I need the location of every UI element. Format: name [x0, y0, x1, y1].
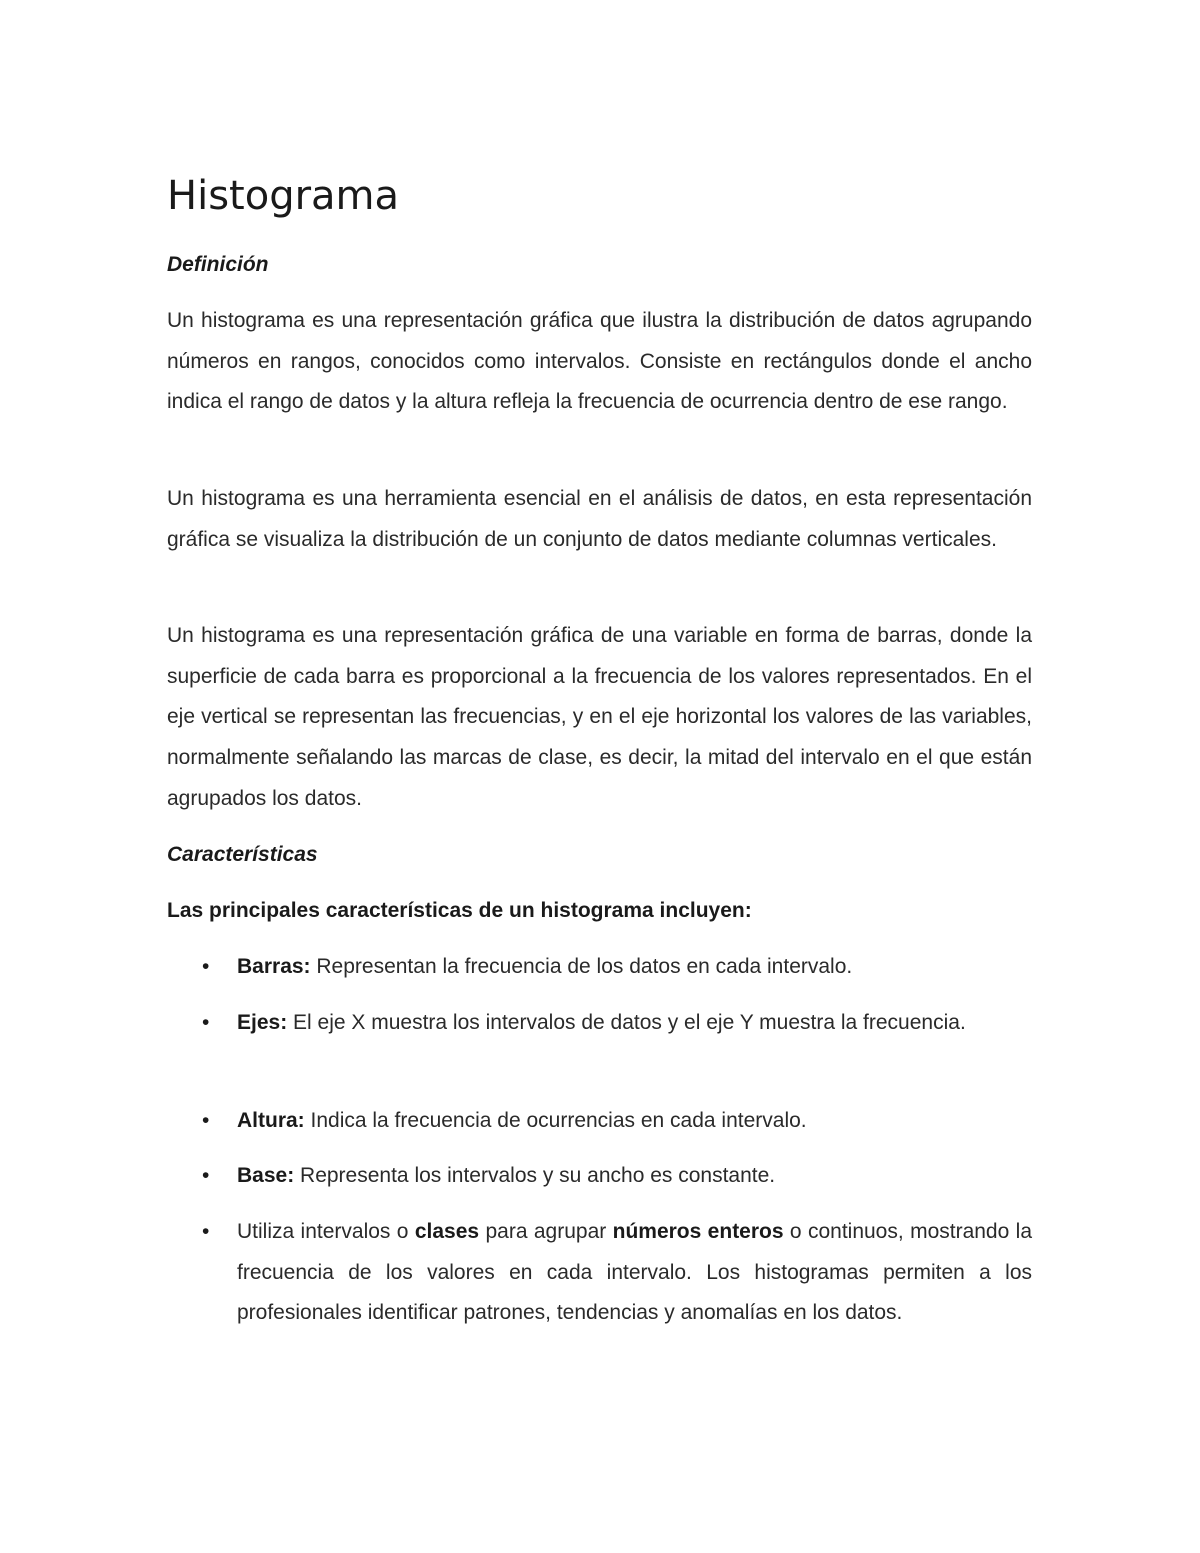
document-title: Histograma	[167, 173, 400, 219]
list-item-text-part: para agrupar	[479, 1220, 613, 1243]
characteristics-lead: Las principales características de un histograma incluyen:	[167, 899, 752, 922]
bullet-icon: •	[202, 1109, 210, 1132]
bullet-icon: •	[202, 1220, 210, 1243]
list-item-term: Ejes:	[237, 1011, 288, 1034]
list-item-description: Indica la frecuencia de ocurrencias en cada intervalo.	[304, 1109, 807, 1132]
characteristics-heading: Características	[167, 843, 318, 866]
list-item-text-part: o continuos, mostrando la frecuencia de los valores en cada intervalo. Los histogramas permiten a los profesionales identificar patrones, tendencias y anomalías en los datos.	[237, 1220, 1033, 1325]
list-item-text	[237, 1156, 1032, 1197]
list-item-description: Representa los intervalos y su ancho es constante.	[294, 1164, 776, 1187]
document-page	[167, 0, 1032, 1553]
definition-heading: Definición	[167, 253, 269, 276]
list-item-emphasis: números enteros	[612, 1220, 784, 1243]
list-item-text	[237, 1101, 1032, 1142]
bullet-icon: •	[202, 955, 210, 978]
list-item-term: Barras:	[237, 955, 311, 978]
definition-paragraph-2: Un histograma es una herramienta esencial en el análisis de datos, en esta representación gráfica se visualiza la distribución de un conjunto de datos mediante columnas verticales.	[167, 487, 1032, 551]
bullet-icon: •	[202, 1164, 210, 1187]
list-item-text	[237, 947, 1032, 988]
list-item-text	[237, 1003, 1032, 1044]
list-item-description: El eje X muestra los intervalos de datos y el eje Y muestra la frecuencia.	[287, 1011, 966, 1034]
definition-paragraph-3: Un histograma es una representación gráfica de una variable en forma de barras, donde la superficie de cada barra es proporcional a la frecuencia de los valores representados. En el eje vertical se representan las frecuencias, y en el eje horizontal los valores de las variables, normalmente señalando las marcas de clase, es decir, la mitad del intervalo en el que están agrupados los datos.	[167, 624, 1032, 810]
list-item-term: Base:	[237, 1164, 295, 1187]
bullet-icon: •	[202, 1011, 210, 1034]
list-item-text-part: Utiliza intervalos o	[237, 1220, 415, 1243]
list-item-text	[237, 1212, 1032, 1334]
definition-paragraph-1: Un histograma es una representación gráfica que ilustra la distribución de datos agrupando números en rangos, conocidos como intervalos. Consiste en rectángulos donde el ancho indica el rango de datos y la altura refleja la frecuencia de ocurrencia dentro de ese rango.	[167, 309, 1032, 414]
list-item-emphasis: clases	[414, 1220, 480, 1243]
list-item-description: Representan la frecuencia de los datos en cada intervalo.	[310, 955, 853, 978]
list-item-term: Altura:	[237, 1109, 305, 1132]
